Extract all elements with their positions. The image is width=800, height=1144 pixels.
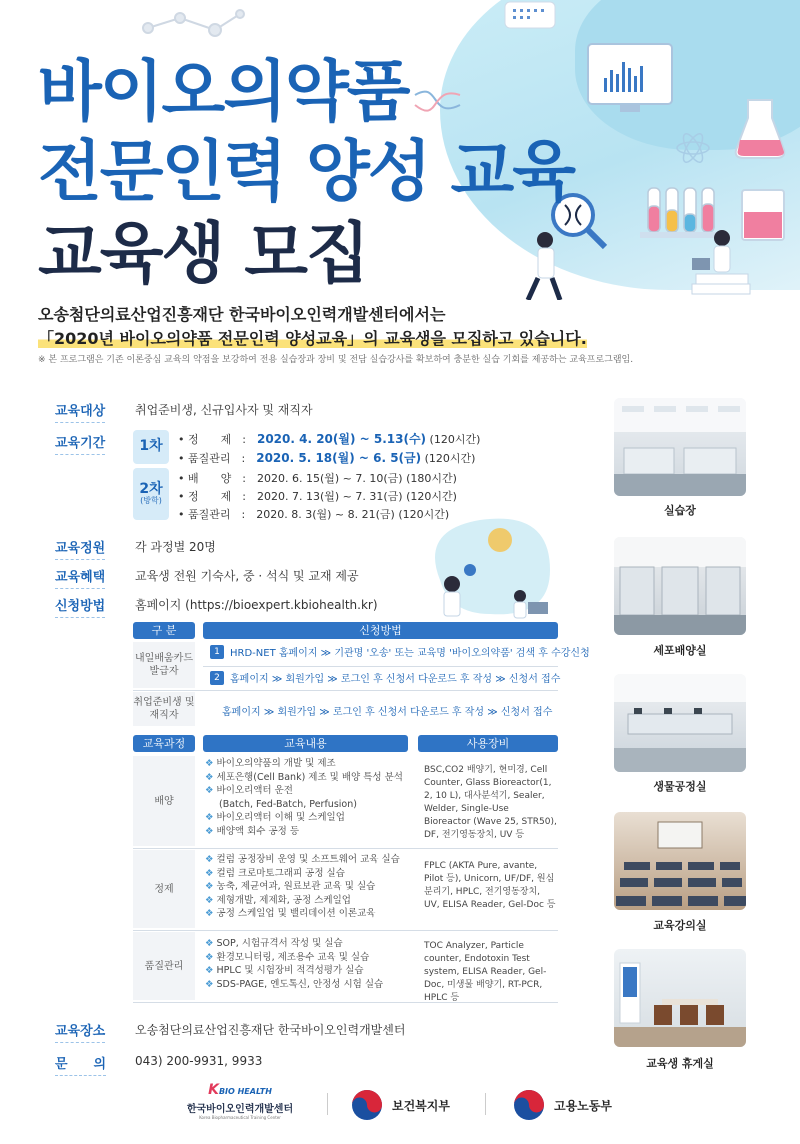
schedule-item: • 품질관리 : 2020. 8. 3(월) ~ 8. 21(금) (120시간) — [178, 508, 450, 521]
schedule-item: • 품질관리 : 2020. 5. 18(월) ~ 6. 5(금) (120시간) — [178, 451, 476, 465]
mohw-logo — [350, 1088, 450, 1122]
kbio-logo-mark: KBIO HEALTH — [208, 1082, 272, 1098]
course-contents: ❖ 컬럼 공정장비 운영 및 소프트웨어 교육 실습 ❖ 컬럼 크로마토그래피 공정 실습 ❖ 농축, 제균여과, 원료보관 교육 및 실습 ❖ 제형개발, 제제화, 공정 스케일업 ❖ 공정 스케일업 및 밸리데이션 이론교육 — [205, 854, 400, 919]
divider — [203, 666, 558, 667]
course-equipment: FPLC (AKTA Pure, avante, Pilot 등), Unicorn, UF/DF, 원심분리기, HPLC, 전기영동장치, UV, ELISA Reader, Gel-Doc 등 — [424, 861, 556, 910]
capacity-value: 각 과정별 20명 — [135, 540, 216, 554]
cell-culture-photo-drawing — [614, 537, 746, 635]
schedule-item: • 정 제 : 2020. 7. 13(월) ~ 7. 31(금) (120시간) — [178, 490, 457, 503]
round2-label: 2차 — [139, 480, 163, 497]
benefit-label: 교육혜택 — [55, 566, 105, 585]
lounge-photo — [614, 949, 746, 1047]
lecture-room-photo — [614, 812, 746, 910]
bioprocess-photo-drawing — [614, 674, 746, 772]
apply-col-header-category: 구 분 — [133, 622, 195, 639]
divider — [133, 1002, 558, 1003]
lab-photo — [614, 398, 746, 496]
photo-caption: 실습장 — [664, 504, 696, 517]
photo-caption: 교육생 휴게실 — [646, 1057, 714, 1070]
taegeuk-icon — [350, 1088, 384, 1122]
divider — [133, 690, 558, 691]
apply-step-1: 1 HRD-NET 홈페이지 ≫ 기관명 '오송' 또는 교육명 '바이오의약품' 검색 후 수강신청 — [210, 644, 590, 659]
contact-label: 문 의 — [55, 1053, 106, 1072]
hero-banner — [0, 0, 800, 300]
taegeuk-icon — [512, 1088, 546, 1122]
kbio-logo — [180, 1082, 300, 1132]
equipment-col-header: 사용장비 — [418, 735, 558, 752]
round2-chip — [133, 468, 169, 520]
divider — [133, 930, 558, 931]
lecture-photo-drawing — [614, 812, 746, 910]
bioprocess-room-photo — [614, 674, 746, 772]
moel-logo — [512, 1088, 612, 1122]
course-name: 배양 — [133, 756, 195, 846]
target-label: 교육대상 — [55, 400, 105, 419]
course-col-header: 교육과정 — [133, 735, 195, 752]
photo-caption: 세포배양실 — [653, 644, 707, 657]
kbio-name: 한국바이오인력개발센터 — [186, 1104, 294, 1115]
cell-culture-room-photo — [614, 537, 746, 635]
intro-highlight: 「2020년 바이오의약품 전문인력 양성교육」의 교육생을 모집하고 있습니다. — [38, 329, 587, 348]
apply-row2-steps: 홈페이지 ≫ 회원가입 ≫ 로그인 후 신청서 다운로드 후 작성 ≫ 신청서 접수 — [222, 707, 553, 718]
place-value: 오송첨단의료산업진흥재단 한국바이오인력개발센터 — [135, 1023, 406, 1037]
photo-caption: 생물공정실 — [653, 780, 707, 793]
schedule-item: • 정 제 : 2020. 4. 20(월) ~ 5.13(수) (120시간) — [178, 432, 481, 446]
round1-chip — [133, 430, 169, 464]
round2-sub: (방학) — [140, 496, 162, 506]
kbio-en-name: Korea Biopharmaceutical Training Center — [199, 1115, 281, 1120]
lounge-photo-drawing — [614, 949, 746, 1047]
contact-value: 043) 200-9931, 9933 — [135, 1054, 263, 1068]
period-label: 교육기간 — [55, 432, 105, 451]
benefit-value: 교육생 전원 기숙사, 중 · 석식 및 교재 제공 — [135, 569, 359, 583]
apply-step-2: 2 홈페이지 ≫ 회원가입 ≫ 로그인 후 신청서 다운로드 후 작성 ≫ 신청서 접수 — [210, 670, 560, 685]
mohw-name: 보건복지부 — [392, 1098, 450, 1113]
title-line-3: 교육생 모집 — [38, 215, 368, 292]
target-value: 취업준비생, 신규입사자 및 재직자 — [135, 403, 313, 417]
course-contents: ❖ 바이오의약품의 개발 및 제조 ❖ 세포은행(Cell Bank) 제조 및 배양 특성 분석 ❖ 바이오리액터 운전 (Batch, Fed-Batch, Perfusion) ❖ 바이오리액터 이해 및 스케일업 ❖ 배양액 회수 공정 등 — [205, 758, 403, 837]
program-note: ※ 본 프로그램은 기존 이론중심 교육의 약점을 보강하여 전용 실습장과 장비 및 전담 실습강사를 확보하여 충분한 실습 기회를 제공하는 교육프로그램임. — [38, 355, 634, 365]
place-label: 교육장소 — [55, 1020, 105, 1039]
apply-row1-label: 내일배움카드 발급자 — [133, 642, 195, 688]
intro-line-1: 오송첨단의료산업진흥재단 한국바이오인력개발센터에서는 — [38, 305, 446, 324]
schedule-item: • 배 양 : 2020. 6. 15(월) ~ 7. 10(금) (180시간) — [178, 472, 457, 485]
footer-divider — [485, 1093, 486, 1115]
apply-row2-label: 취업준비생 및 재직자 — [133, 692, 195, 726]
photo-caption: 교육강의실 — [653, 919, 707, 932]
title-line-1: 바이오의약품 — [38, 53, 409, 130]
divider — [133, 848, 558, 849]
title-line-2: 전문인력 양성 교육 — [38, 133, 575, 210]
scientists-illustration — [410, 510, 560, 620]
content-col-header: 교육내용 — [203, 735, 408, 752]
intro-line-2 — [38, 326, 587, 349]
apply-label: 신청방법 — [55, 595, 105, 614]
course-name: 정제 — [133, 850, 195, 928]
round1-label: 1차 — [139, 438, 163, 455]
moel-name: 고용노동부 — [554, 1098, 612, 1113]
apply-col-header-method: 신청방법 — [203, 622, 558, 639]
capacity-label: 교육정원 — [55, 537, 105, 556]
course-contents: ❖ SOP, 시험규격서 작성 및 실습 ❖ 환경모니터링, 제조용수 교육 및 실습 ❖ HPLC 및 시험장비 적격성평가 실습 ❖ SDS-PAGE, 엔도톡신, 안정성 시험 실습 — [205, 938, 384, 990]
course-equipment: BSC,CO2 배양기, 현미경, Cell Counter, Glass Bioreactor(1, 2, 10 L), 대사분석기, Sealer, Welder, Single-Use Bioreactor (Wave 25, STR50), DF, 전기영동장치, UV 등 — [424, 765, 557, 840]
apply-value[interactable]: 홈페이지 (https://bioexpert.kbiohealth.kr) — [135, 598, 378, 612]
course-name: 품질관리 — [133, 932, 195, 1000]
lab-photo-drawing — [614, 398, 746, 496]
footer-divider — [327, 1093, 328, 1115]
course-equipment: TOC Analyzer, Particle counter, Endotoxin Test system, ELISA Reader, Gel-Doc, 미생물 배양기, RT-PCR, HPLC 등 — [424, 941, 547, 1003]
